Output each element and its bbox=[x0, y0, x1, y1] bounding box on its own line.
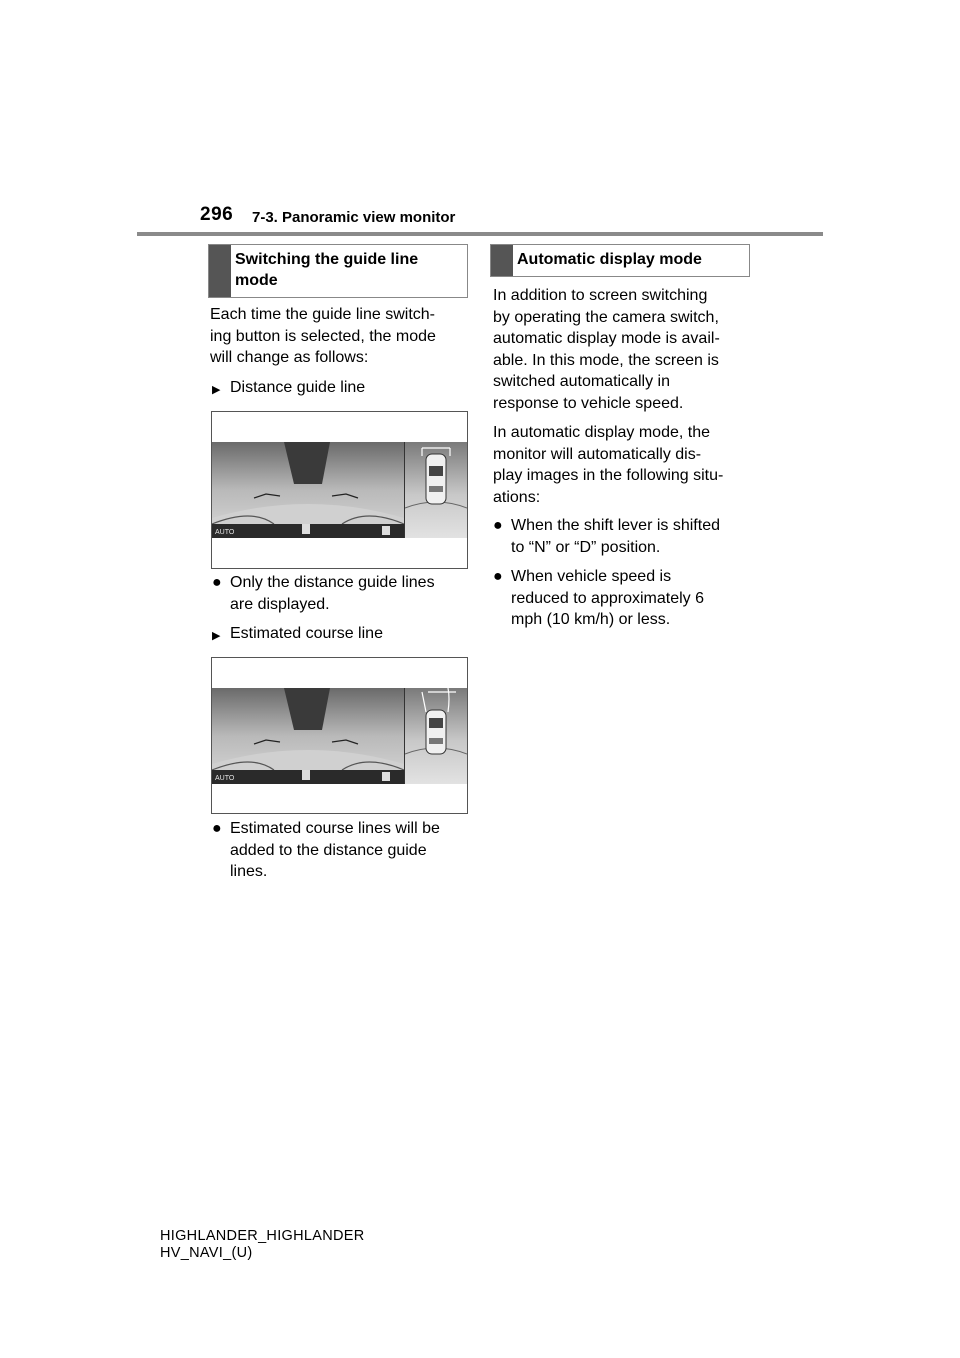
page-number: 296 bbox=[200, 204, 234, 225]
subheading-text: Estimated course line bbox=[230, 625, 383, 642]
subheading-estimated-course-line bbox=[212, 623, 462, 645]
bullet-text: Estimated course lines will be added to the distance guide lines. bbox=[230, 820, 440, 880]
para-line: play images in the following situ- bbox=[493, 467, 724, 484]
para-line: by operating the camera switch, bbox=[493, 308, 719, 326]
monitor-screen-distance-guide bbox=[211, 411, 468, 569]
para-line: able. In this mode, the screen is bbox=[493, 351, 719, 369]
para-line: response to vehicle speed. bbox=[493, 394, 684, 412]
bullet-icon: ● bbox=[212, 574, 222, 591]
heading-bar bbox=[491, 245, 513, 276]
bullet-estimated-added bbox=[212, 818, 468, 884]
bullet-text: When the shift lever is shifted to “N” or “D” position. bbox=[511, 517, 720, 556]
intro-paragraph bbox=[210, 304, 436, 369]
bullet-text: When vehicle speed is reduced to approximately 6 mph (10 km/h) or less. bbox=[511, 568, 704, 628]
subheading-text: Distance guide line bbox=[230, 379, 366, 396]
intro-line: will change as follows: bbox=[210, 349, 369, 366]
bullet-distance-only bbox=[212, 572, 468, 616]
header-rule bbox=[137, 232, 823, 236]
bullet-icon: ● bbox=[493, 568, 503, 585]
para-line: switched automatically in bbox=[493, 373, 670, 390]
bullet-shift-lever bbox=[493, 515, 755, 559]
para-line: automatic display mode is avail- bbox=[493, 330, 720, 347]
auto-mode-paragraph-1 bbox=[493, 285, 720, 414]
subheading-distance-guide-line bbox=[212, 377, 462, 399]
para-line: monitor will automatically dis- bbox=[493, 445, 702, 463]
section-heading-automatic-display bbox=[490, 244, 750, 277]
para-line: In automatic display mode, the bbox=[493, 424, 711, 441]
monitor-screen-estimated-course bbox=[211, 657, 468, 814]
auto-mode-paragraph-2 bbox=[493, 422, 723, 508]
camera-view-illustration bbox=[212, 658, 467, 813]
footer-model-code: HIGHLANDER_HIGHLANDER HV_NAVI_(U) bbox=[160, 1228, 365, 1261]
bullet-icon: ● bbox=[493, 517, 503, 534]
bullet-vehicle-speed bbox=[493, 566, 755, 632]
auto-label: AUTO bbox=[215, 775, 235, 782]
para-line: ations: bbox=[493, 488, 541, 506]
auto-label: AUTO bbox=[215, 529, 235, 536]
section-title: 7-3. Panoramic view monitor bbox=[252, 209, 456, 226]
section-heading-guide-line-mode bbox=[208, 244, 468, 298]
intro-line: ing button is selected, the mode bbox=[210, 327, 436, 345]
heading-bar bbox=[209, 245, 231, 297]
bullet-icon: ● bbox=[212, 820, 222, 837]
triangle-marker-icon: ▶ bbox=[212, 384, 221, 396]
heading-label: Switching the guide line mode bbox=[235, 251, 419, 289]
camera-view-illustration bbox=[212, 412, 467, 568]
intro-line: Each time the guide line switch- bbox=[210, 306, 435, 323]
triangle-marker-icon: ▶ bbox=[212, 630, 221, 642]
bullet-text: Only the distance guide lines are displayed. bbox=[230, 574, 435, 613]
para-line: In addition to screen switching bbox=[493, 287, 708, 304]
heading-label: Automatic display mode bbox=[517, 251, 702, 268]
